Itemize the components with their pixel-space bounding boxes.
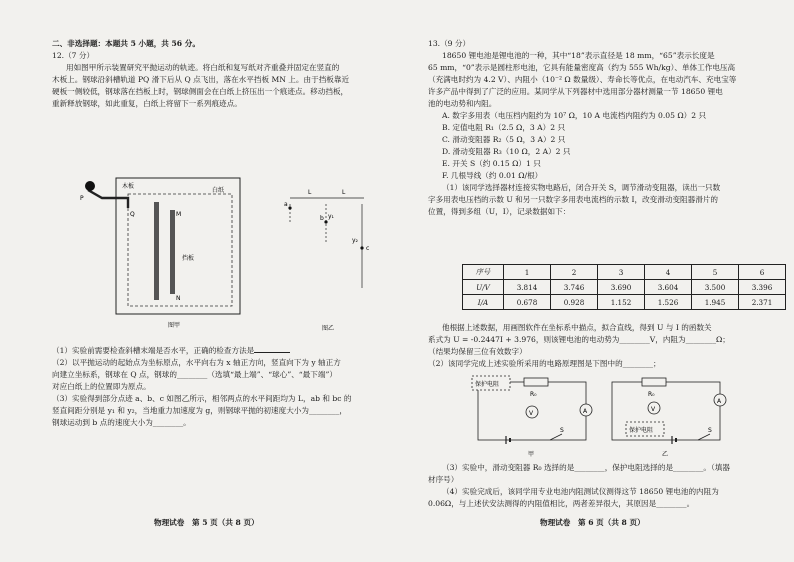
q13-part-line: 系式为 U = -0.2447I + 3.976，则该锂电池的电动势为________V，内阻为________Ω； [428,335,730,344]
rheostat [524,378,548,386]
table-cell: 3.690 [598,280,645,295]
label-P: P [80,195,84,202]
q13-title: 13.（9 分） [428,39,471,48]
table-cell: 3.814 [504,280,551,295]
baffle-bar [154,202,159,300]
table-cell: 3.500 [692,280,739,295]
switch-symbol [698,434,710,440]
label-N: N [176,295,181,302]
paper-label: 白纸 [212,187,225,194]
table-cell: U/V [463,280,504,295]
label-a: a [284,201,288,208]
page-footer-left: 物理试卷 第 5 页（共 8 页） [154,518,259,527]
board-label: 木板 [122,183,135,190]
protective-resistor-label: 保护电阻 [629,427,654,434]
q13-part-line: （1）该同学选择器材连接实物电路后，闭合开关 S，调节滑动变阻器，读出一只数 [442,183,721,192]
table-cell: 2.371 [739,295,786,310]
q12-part-line: （3）实验得到部分点迹 a、b、c 如图乙所示，相邻两点的水平间距均为 L，ab 和 bc 的 [52,394,352,403]
voltmeter-label: V [651,406,656,413]
figure-yi [282,184,378,334]
table-cell: 0.928 [551,295,598,310]
rheostat-label: R₀ [530,391,537,398]
label-y1: y₁ [328,213,334,220]
table-row [463,295,786,310]
circuit-yi [604,374,730,458]
protective-resistor-label: 保护电阻 [475,381,500,388]
table-cell: 3 [598,265,645,280]
ammeter-label: A [583,408,588,415]
q12-parts [52,344,404,429]
switch-label: S [708,427,712,434]
label-y2: y₂ [352,237,358,244]
q13-intro-line: 18650 锂电池是锂电池的一种，其中“18”表示直径是 18 mm，“65”表示长度是 [442,51,715,60]
q12-part-line: 竖直间距分别是 y₁ 和 y₂，当地重力加速度为 g，则钢球平抛的初速度大小为________， [52,406,347,415]
figure-caption: 图甲 [168,322,181,329]
q12-intro-line: 用如图甲所示装置研究平抛运动的轨迹。将白纸和复写纸对齐重叠并固定在竖直的 [66,63,340,72]
table-cell: 3.746 [551,280,598,295]
label-b: b [320,215,324,222]
table-cell: 1 [504,265,551,280]
q13-part3 [428,462,780,510]
circuit-caption: 乙 [662,451,669,458]
section-header: 二、非选择题：本题共 5 小题，共 56 分。 [52,39,200,48]
table-cell: 4 [645,265,692,280]
figure-caption: 图乙 [322,325,335,332]
q13-intro-line: 65 mm，“0”表示是圆柱形电池，它具有能量密度高（约为 555 Wh/kg）、单体工作电压高 [428,63,736,72]
table-cell: 序号 [463,265,504,280]
q13-part-line: 0.06Ω，与上述伏安法测得的内阻值相比，两者差异很大，其原因是________。 [428,499,695,508]
equipment-item: B. 定值电阻 R₁（2.5 Ω，3 A）2 只 [442,123,566,132]
equipment-item: F. 几根导线（约 0.01 Ω/根） [442,171,543,180]
q12-part-line: （1）实验前需要检查斜槽末端是否水平，正确的检查方法是 [52,344,404,357]
answer-blank[interactable] [254,344,290,353]
circuit-jia [470,374,596,458]
table-cell: I/A [463,295,504,310]
q13-part-line: （4）实验完成后，该同学用专业电池内阻测试仪测得这节 18650 锂电池的内阻为 [442,487,719,496]
rheostat [642,378,666,386]
trace-point-c [360,246,363,249]
voltmeter-label: V [529,410,534,417]
wood-board [116,178,240,314]
left-column [52,38,404,110]
equipment-item: A. 数字多用表（电压档内阻约为 10⁷ Ω，10 A 电流档内阻约为 0.05 Ω）2 只 [442,111,707,120]
chute-track [88,190,128,208]
table-cell: 1.152 [598,295,645,310]
table-cell: 0.678 [504,295,551,310]
q13-part-line: 材序号） [428,475,459,484]
trace-point-a [288,206,291,209]
label-Q: Q [130,211,135,218]
q13-part-line: （2）该同学完成上述实验所采用的电路原理图是下图中的________； [428,359,661,368]
q12-part-line: （2）以平抛运动的起始点为坐标原点，水平向右为 x 轴正方向，竖直向下为 y 轴正方 [52,358,341,367]
data-table [462,264,786,310]
trace-point-b [324,220,327,223]
baffle-bar [170,210,175,294]
steel-ball [85,181,95,191]
q13-part2 [428,322,780,370]
q13-part-line: （结果均保留三位有效数字） [428,347,527,356]
q12-intro-line: 硬板一侧较低，钢球落在挡板上时，钢球侧面会在白纸上挤压出一个痕迹点。移动挡板， [52,87,349,96]
equipment-item: E. 开关 S（约 0.15 Ω）1 只 [442,159,541,168]
q13-part-line: 他根据上述数据，用画图软件在坐标系中描点，拟合直线，得到 U 与 I 的函数关 [442,323,712,332]
label-M: M [176,211,182,218]
q12-intro-line: 重新释放钢球，如此重复，白纸上将留下一系列痕迹点。 [52,99,242,108]
q12-part-line: 钢球运动到 b 点的速度大小为________。 [52,418,191,427]
page-footer-right: 物理试卷 第 6 页（共 8 页） [540,518,645,527]
q12-part-line: 向建立坐标系，钢球在 Q 点，钢球的________（选填“最上端”、“球心”、“最下端”） [52,370,337,379]
table-cell: 2 [551,265,598,280]
table-cell: 5 [692,265,739,280]
switch-label: S [560,427,564,434]
table-header-row [463,265,786,280]
switch-symbol [550,434,562,440]
q13-part-line: （3）实验中，滑动变阻器 R₀ 选择的是________，保护电阻选择的是________。（填器 [442,463,730,472]
table-row [463,280,786,295]
table-cell: 6 [739,265,786,280]
q12-part-line: 对应白纸上的位置即为原点。 [52,382,151,391]
right-column [428,38,780,218]
table-cell: 3.604 [645,280,692,295]
q13-intro-line: （充满电时约为 4.2 V）、内阻小（10⁻² Ω 数量级）、寿命长等优点，在电动汽车、充电宝等 [428,75,737,84]
equipment-item: C. 滑动变阻器 R₂（5 Ω，3 A）2 只 [442,135,566,144]
table-cell: 1.526 [645,295,692,310]
q13-intro-line: 池的电动势和内阻。 [428,99,497,108]
table-cell: 3.396 [739,280,786,295]
rheostat-label: R₀ [648,391,655,398]
q13-part-line: 字多用表电压档的示数 U 和另一只数字多用表电流档的示数 I，改变滑动变阻器滑片的 [428,195,719,204]
baffle-label: 挡板 [182,255,195,262]
figure-jia [76,172,256,332]
label-L2: L [342,189,346,196]
q13-intro-line: 许多产品中得到了广泛的应用。某同学从下列器材中选用部分器材测量一节 18650 锂电 [428,87,723,96]
q12-title: 12.（7 分） [52,51,95,60]
label-c: c [366,245,370,252]
ammeter-label: A [717,398,722,405]
q13-part-line: 位置，得到多组（U，I），记录数据如下： [428,207,571,216]
table-cell: 1.945 [692,295,739,310]
equipment-item: D. 滑动变阻器 R₃（10 Ω，2 A）2 只 [442,147,571,156]
circuit-caption: 甲 [528,451,535,458]
label-L1: L [308,189,312,196]
q12-intro-line: 木板上。钢球沿斜槽轨道 PQ 滑下后从 Q 点飞出，落在水平挡板 MN 上。由于挡板靠近 [52,75,350,84]
